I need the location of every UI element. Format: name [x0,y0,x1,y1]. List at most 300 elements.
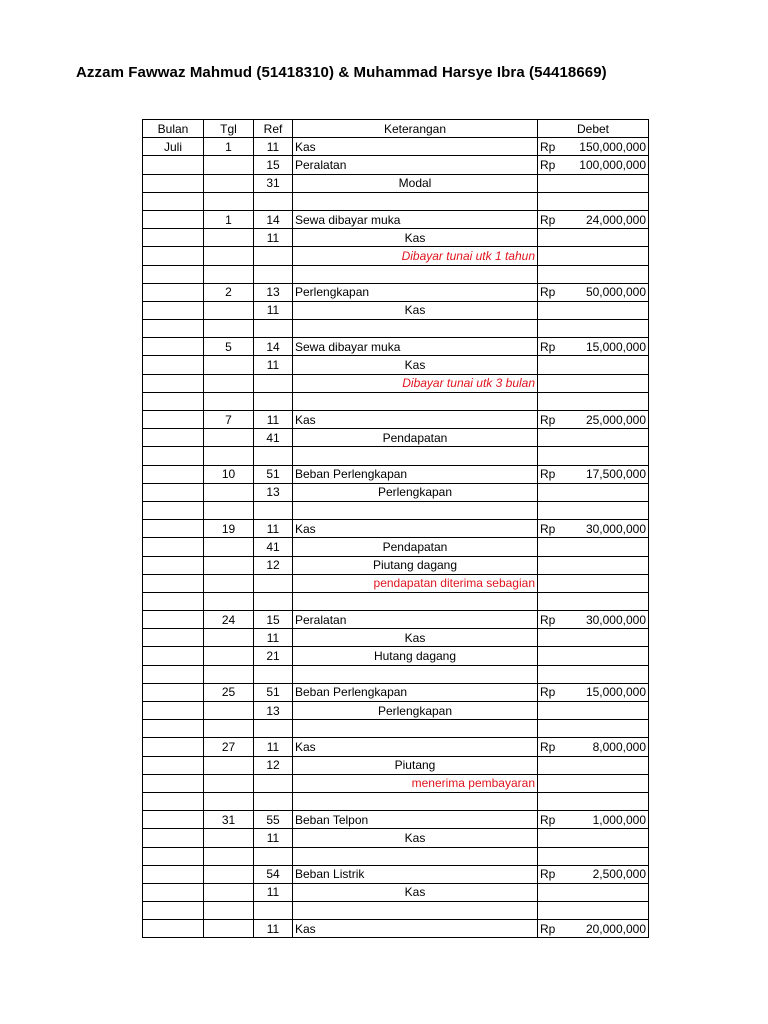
cell-debet [538,447,649,465]
cell-debet [538,611,649,629]
cell-bulan [143,538,204,556]
cell-debet [538,629,649,647]
cell-tgl [204,247,254,265]
cell-bulan [143,374,204,392]
cell-keterangan: Kas [293,138,538,156]
cell-keterangan: Perlengkapan [293,283,538,301]
cell-ref: 11 [254,520,293,538]
cell-bulan [143,865,204,883]
cell-keterangan: Perlengkapan [293,702,538,720]
cell-tgl [204,883,254,901]
cell-bulan [143,283,204,301]
cell-ref: 13 [254,283,293,301]
table-row [143,629,649,647]
cell-ref [254,774,293,792]
currency-label: Rp [540,685,556,700]
table-row [143,902,649,920]
table-row [143,538,649,556]
currency-label: Rp [540,339,556,354]
cell-ref: 15 [254,156,293,174]
cell-ref [254,374,293,392]
table-row [143,320,649,338]
cell-keterangan: Perlengkapan [293,483,538,501]
cell-keterangan: Kas [293,629,538,647]
debit-amount: 30,000,000 [585,612,646,627]
table-row [143,592,649,610]
cell-debet [538,574,649,592]
cell-ref [254,847,293,865]
cell-tgl: 10 [204,465,254,483]
cell-bulan [143,429,204,447]
cell-keterangan: Kas [293,229,538,247]
cell-keterangan: Sewa dibayar muka [293,210,538,228]
cell-debet [538,902,649,920]
cell-ref [254,247,293,265]
cell-debet [538,210,649,228]
cell-ref: 11 [254,920,293,938]
table-row [143,338,649,356]
column-header-ref: Ref [254,120,293,138]
table-row [143,683,649,701]
cell-tgl [204,229,254,247]
cell-keterangan: Kas [293,301,538,319]
cell-tgl [204,792,254,810]
cell-tgl: 19 [204,520,254,538]
cell-keterangan: Peralatan [293,156,538,174]
cell-ref: 11 [254,738,293,756]
table-row [143,720,649,738]
cell-tgl [204,192,254,210]
cell-bulan [143,592,204,610]
cell-ref [254,792,293,810]
cell-tgl: 5 [204,338,254,356]
cell-keterangan [293,501,538,519]
table-row [143,847,649,865]
cell-tgl: 24 [204,611,254,629]
cell-bulan [143,520,204,538]
table-row [143,702,649,720]
journal-table [142,119,649,938]
table-row [143,229,649,247]
cell-ref [254,320,293,338]
table-row [143,556,649,574]
cell-bulan [143,356,204,374]
currency-label: Rp [540,921,556,936]
cell-ref: 12 [254,756,293,774]
cell-ref: 11 [254,229,293,247]
cell-bulan [143,665,204,683]
cell-tgl [204,847,254,865]
table-row [143,138,649,156]
cell-keterangan [293,665,538,683]
cell-tgl [204,265,254,283]
cell-ref [254,574,293,592]
cell-tgl [204,829,254,847]
cell-debet [538,411,649,429]
cell-bulan [143,756,204,774]
cell-bulan [143,792,204,810]
cell-keterangan [293,320,538,338]
cell-tgl [204,301,254,319]
cell-keterangan: Dibayar tunai utk 1 tahun [293,247,538,265]
cell-debet [538,738,649,756]
cell-debet [538,811,649,829]
cell-ref: 31 [254,174,293,192]
currency-label: Rp [540,521,556,536]
cell-ref [254,392,293,410]
table-row [143,920,649,938]
debit-amount: 15,000,000 [585,685,646,700]
cell-ref: 21 [254,647,293,665]
table-row [143,429,649,447]
cell-debet [538,356,649,374]
cell-tgl [204,865,254,883]
cell-keterangan: Pendapatan [293,429,538,447]
cell-bulan [143,556,204,574]
cell-debet [538,829,649,847]
cell-ref [254,665,293,683]
cell-debet [538,592,649,610]
cell-keterangan: Kas [293,738,538,756]
cell-keterangan: Kas [293,411,538,429]
cell-debet [538,229,649,247]
debit-amount: 15,000,000 [585,339,646,354]
table-row [143,301,649,319]
cell-tgl [204,556,254,574]
cell-debet [538,374,649,392]
table-row [143,792,649,810]
table-row [143,356,649,374]
cell-bulan [143,301,204,319]
cell-keterangan [293,902,538,920]
cell-keterangan [293,720,538,738]
cell-tgl: 1 [204,210,254,228]
cell-tgl [204,756,254,774]
cell-tgl: 2 [204,283,254,301]
cell-bulan [143,702,204,720]
cell-keterangan [293,592,538,610]
cell-bulan [143,411,204,429]
cell-debet [538,647,649,665]
cell-bulan [143,174,204,192]
table-row [143,774,649,792]
cell-ref: 12 [254,556,293,574]
table-row [143,192,649,210]
debit-amount: 30,000,000 [585,521,646,536]
cell-bulan [143,738,204,756]
cell-bulan: Juli [143,138,204,156]
debit-amount: 150,000,000 [579,139,646,154]
cell-keterangan: Peralatan [293,611,538,629]
debit-amount: 2,500,000 [592,867,646,882]
cell-debet [538,429,649,447]
cell-tgl [204,592,254,610]
currency-label: Rp [540,739,556,754]
cell-bulan [143,683,204,701]
cell-bulan [143,829,204,847]
debit-amount: 8,000,000 [592,739,646,754]
table-row [143,520,649,538]
cell-keterangan: Beban Listrik [293,865,538,883]
cell-tgl [204,774,254,792]
cell-ref: 11 [254,883,293,901]
cell-keterangan [293,392,538,410]
cell-tgl [204,156,254,174]
cell-bulan [143,883,204,901]
cell-keterangan: Dibayar tunai utk 3 bulan [293,374,538,392]
currency-label: Rp [540,285,556,300]
cell-tgl: 7 [204,411,254,429]
cell-tgl [204,647,254,665]
cell-debet [538,156,649,174]
debit-amount: 17,500,000 [585,467,646,482]
table-row [143,156,649,174]
cell-bulan [143,574,204,592]
table-row [143,210,649,228]
table-row [143,574,649,592]
cell-tgl [204,483,254,501]
table-row [143,865,649,883]
cell-debet [538,247,649,265]
cell-debet [538,174,649,192]
cell-debet [538,556,649,574]
table-row [143,665,649,683]
debit-amount: 24,000,000 [585,212,646,227]
table-row [143,756,649,774]
cell-keterangan [293,792,538,810]
cell-bulan [143,720,204,738]
debit-amount: 100,000,000 [579,157,646,172]
cell-debet [538,320,649,338]
cell-bulan [143,320,204,338]
cell-debet [538,665,649,683]
cell-keterangan: Kas [293,520,538,538]
cell-tgl [204,920,254,938]
cell-keterangan: Kas [293,920,538,938]
cell-ref: 41 [254,538,293,556]
table-row [143,174,649,192]
cell-ref: 11 [254,629,293,647]
cell-ref: 51 [254,683,293,701]
cell-bulan [143,392,204,410]
cell-ref [254,501,293,519]
journal-header-row [143,120,649,138]
cell-keterangan [293,265,538,283]
column-header-tgl: Tgl [204,120,254,138]
cell-ref: 11 [254,356,293,374]
cell-tgl [204,665,254,683]
cell-keterangan: Modal [293,174,538,192]
table-row [143,883,649,901]
cell-debet [538,192,649,210]
cell-debet [538,538,649,556]
cell-tgl: 1 [204,138,254,156]
debit-amount: 50,000,000 [585,285,646,300]
cell-bulan [143,483,204,501]
cell-debet [538,702,649,720]
cell-ref: 51 [254,465,293,483]
cell-tgl [204,902,254,920]
cell-keterangan: Beban Telpon [293,811,538,829]
cell-ref: 14 [254,210,293,228]
cell-bulan [143,465,204,483]
journal-body [143,138,649,938]
cell-keterangan [293,847,538,865]
cell-bulan [143,611,204,629]
debit-amount: 1,000,000 [592,812,646,827]
cell-keterangan: Kas [293,356,538,374]
table-row [143,392,649,410]
cell-debet [538,865,649,883]
cell-tgl [204,174,254,192]
currency-label: Rp [540,612,556,627]
cell-bulan [143,210,204,228]
table-row [143,283,649,301]
table-row [143,247,649,265]
cell-tgl [204,720,254,738]
cell-bulan [143,920,204,938]
cell-ref [254,265,293,283]
column-header-keterangan: Keterangan [293,120,538,138]
debit-amount: 25,000,000 [585,412,646,427]
cell-keterangan: Hutang dagang [293,647,538,665]
cell-debet [538,283,649,301]
cell-ref [254,592,293,610]
cell-tgl [204,320,254,338]
cell-ref [254,902,293,920]
cell-bulan [143,247,204,265]
cell-bulan [143,647,204,665]
cell-tgl [204,447,254,465]
cell-bulan [143,265,204,283]
cell-tgl [204,392,254,410]
cell-ref: 55 [254,811,293,829]
table-row [143,611,649,629]
currency-label: Rp [540,139,556,154]
cell-ref: 11 [254,138,293,156]
cell-debet [538,847,649,865]
cell-keterangan: pendapatan diterima sebagian [293,574,538,592]
table-row [143,447,649,465]
cell-bulan [143,447,204,465]
cell-ref [254,447,293,465]
cell-debet [538,138,649,156]
cell-keterangan: Kas [293,829,538,847]
cell-tgl [204,501,254,519]
cell-tgl: 25 [204,683,254,701]
cell-keterangan [293,447,538,465]
cell-bulan [143,774,204,792]
column-header-debet: Debet [538,120,649,138]
cell-keterangan: Beban Perlengkapan [293,683,538,701]
cell-debet [538,338,649,356]
cell-ref: 15 [254,611,293,629]
cell-keterangan: Kas [293,883,538,901]
cell-bulan [143,229,204,247]
cell-debet [538,792,649,810]
cell-tgl: 27 [204,738,254,756]
table-row [143,411,649,429]
cell-tgl [204,702,254,720]
currency-label: Rp [540,157,556,172]
cell-debet [538,756,649,774]
document-heading: Azzam Fawwaz Mahmud (51418310) & Muhammad Harsye Ibra (54418669) [76,64,607,81]
cell-tgl [204,574,254,592]
cell-keterangan [293,192,538,210]
cell-bulan [143,338,204,356]
cell-keterangan: Piutang [293,756,538,774]
cell-ref: 13 [254,483,293,501]
cell-bulan [143,192,204,210]
cell-debet [538,483,649,501]
cell-tgl [204,429,254,447]
table-row [143,501,649,519]
cell-ref [254,720,293,738]
cell-ref [254,192,293,210]
cell-keterangan: Pendapatan [293,538,538,556]
cell-tgl [204,629,254,647]
cell-debet [538,883,649,901]
cell-keterangan: Sewa dibayar muka [293,338,538,356]
cell-ref: 13 [254,702,293,720]
cell-debet [538,774,649,792]
column-header-bulan: Bulan [143,120,204,138]
cell-ref: 11 [254,301,293,319]
cell-debet [538,920,649,938]
cell-tgl [204,374,254,392]
table-row [143,829,649,847]
cell-debet [538,301,649,319]
cell-tgl: 31 [204,811,254,829]
cell-bulan [143,629,204,647]
table-row [143,465,649,483]
cell-debet [538,501,649,519]
cell-tgl [204,538,254,556]
table-row [143,265,649,283]
table-row [143,647,649,665]
currency-label: Rp [540,812,556,827]
table-row [143,483,649,501]
cell-bulan [143,501,204,519]
currency-label: Rp [540,212,556,227]
cell-ref: 54 [254,865,293,883]
cell-tgl [204,356,254,374]
cell-bulan [143,811,204,829]
currency-label: Rp [540,412,556,427]
table-row [143,738,649,756]
cell-keterangan: Piutang dagang [293,556,538,574]
debit-amount: 20,000,000 [585,921,646,936]
cell-debet [538,392,649,410]
cell-debet [538,720,649,738]
cell-bulan [143,156,204,174]
currency-label: Rp [540,867,556,882]
table-row [143,811,649,829]
cell-ref: 11 [254,411,293,429]
cell-debet [538,465,649,483]
cell-debet [538,683,649,701]
cell-debet [538,520,649,538]
currency-label: Rp [540,467,556,482]
cell-ref: 14 [254,338,293,356]
cell-bulan [143,902,204,920]
cell-keterangan: menerima pembayaran [293,774,538,792]
cell-ref: 11 [254,829,293,847]
cell-ref: 41 [254,429,293,447]
cell-debet [538,265,649,283]
table-row [143,374,649,392]
cell-keterangan: Beban Perlengkapan [293,465,538,483]
